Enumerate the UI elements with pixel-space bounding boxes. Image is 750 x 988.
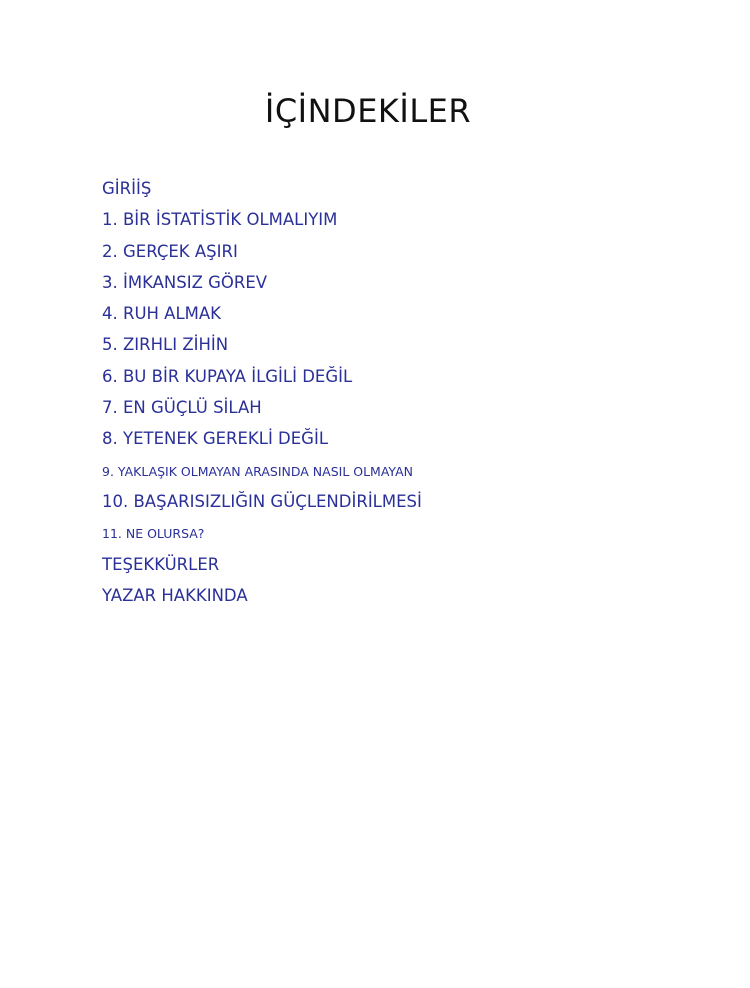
- list-item: [102, 423, 422, 454]
- list-item: [102, 204, 422, 235]
- toc-link-chapter-2[interactable]: 2. GERÇEK AŞIRI: [102, 241, 238, 261]
- list-item: [102, 236, 422, 267]
- toc-link-chapter-7[interactable]: 7. EN GÜÇLÜ SİLAH: [102, 398, 262, 418]
- list-item: [102, 267, 422, 298]
- toc-link-tesekkurler[interactable]: TEŞEKKÜRLER: [102, 554, 220, 574]
- toc-link-chapter-11[interactable]: 11. NE OLURSA?: [102, 526, 205, 542]
- list-item: [102, 392, 422, 423]
- toc-link-chapter-9[interactable]: 9. YAKLAŞIK OLMAYAN ARASINDA NASIL OLMAYAN: [102, 463, 413, 479]
- toc-link-giris[interactable]: GİRİİŞ: [102, 179, 152, 198]
- toc-link-chapter-5[interactable]: 5. ZIRHLI ZİHİN: [102, 335, 229, 355]
- toc-link-yazar-hakkinda[interactable]: YAZAR HAKKINDA: [102, 585, 248, 605]
- page-title: İÇİNDEKİLER: [264, 92, 472, 130]
- list-item: [102, 173, 422, 204]
- table-of-contents: [102, 173, 422, 611]
- toc-link-chapter-10[interactable]: 10. BAŞARISIZLIĞIN GÜÇLENDİRİLMESİ: [102, 491, 422, 511]
- list-item: [102, 361, 422, 392]
- list-item: [102, 486, 422, 517]
- toc-link-chapter-3[interactable]: 3. İMKANSIZ GÖREV: [102, 272, 268, 292]
- list-item: [102, 580, 422, 611]
- toc-link-chapter-1[interactable]: 1. BİR İSTATİSTİK OLMALIYIM: [102, 210, 338, 230]
- toc-link-chapter-4[interactable]: 4. RUH ALMAK: [102, 304, 222, 324]
- toc-link-chapter-8[interactable]: 8. YETENEK GEREKLİ DEĞİL: [102, 429, 329, 449]
- list-item: [102, 517, 422, 548]
- list-item: [102, 455, 422, 486]
- list-item: [102, 298, 422, 329]
- list-item: [102, 549, 422, 580]
- list-item: [102, 329, 422, 360]
- toc-link-chapter-6[interactable]: 6. BU BİR KUPAYA İLGİLİ DEĞİL: [102, 366, 353, 386]
